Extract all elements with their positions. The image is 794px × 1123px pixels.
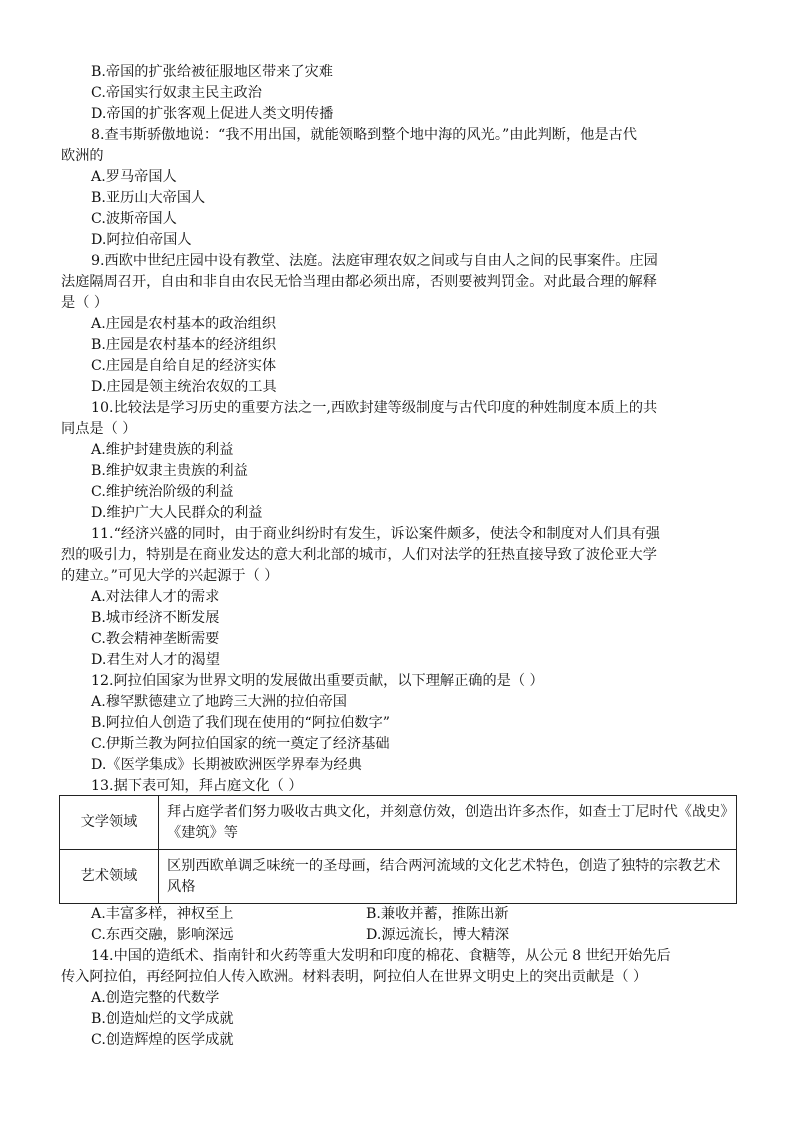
q11-option-b: B.城市经济不断发展 bbox=[91, 610, 220, 626]
q11-option-d: D.君生对人才的渴望 bbox=[91, 652, 220, 668]
q11-option-a: A.对法律人才的需求 bbox=[91, 589, 220, 605]
table-cell-label: 文学领域 bbox=[60, 796, 159, 850]
table-row bbox=[60, 850, 737, 904]
q10-option-d: D.维护广大人民群众的利益 bbox=[91, 505, 263, 521]
q13-option-c: C.东西交融，影响深远 bbox=[91, 927, 234, 943]
q12-stem-line1: 12.阿拉伯国家为世界文明的发展做出重要贡献，以下理解正确的是（ ） bbox=[91, 673, 544, 689]
q14-option-c: C.创造辉煌的医学成就 bbox=[91, 1032, 234, 1048]
q10-stem-line2: 同点是（ ） bbox=[61, 421, 137, 437]
q13-stem-line1: 13.据下表可知，拜占庭文化（ ） bbox=[91, 778, 303, 794]
q8-option-a: A.罗马帝国人 bbox=[91, 169, 177, 185]
q8-option-d: D.阿拉伯帝国人 bbox=[91, 232, 192, 248]
q7-option-b: B.帝国的扩张给被征服地区带来了灾难 bbox=[91, 64, 333, 80]
q11-stem-line2: 烈的吸引力，特别是在商业发达的意大利北部的城市，人们对法学的狂热直接导致了波伦亚大学 bbox=[61, 547, 657, 563]
q14-stem-line2: 传入阿拉伯，再经阿拉伯人传入欧洲。材料表明，阿拉伯人在世界文明史上的突出贡献是（ ） bbox=[61, 969, 648, 985]
q7-option-d: D.帝国的扩张客观上促进人类文明传播 bbox=[91, 106, 334, 122]
q14-stem-line1: 14.中国的造纸术、指南针和火药等重大发明和印度的棉花、食糖等，从公元 8 世纪开始先后 bbox=[91, 948, 671, 964]
q9-stem-line1: 9.西欧中世纪庄园中设有教堂、法庭。法庭审理农奴之间或与自由人之间的民事案件。庄园 bbox=[91, 253, 658, 269]
q9-stem-line2: 法庭隔周召开，自由和非自由农民无恰当理由都必须出席，否则要被判罚金。对此最合理的解释 bbox=[61, 274, 657, 290]
q10-option-a: A.维护封建贵族的利益 bbox=[91, 442, 234, 458]
q9-option-a: A.庄园是农村基本的政治组织 bbox=[91, 316, 277, 332]
table-cell-text: 拜占庭学者们努力吸收古典文化，并刻意仿效，创造出许多杰作，如查士丁尼时代《战史》《建筑》等 bbox=[159, 796, 737, 850]
q9-stem-line3: 是（ ） bbox=[61, 295, 109, 311]
q10-option-b: B.维护奴隶主贵族的利益 bbox=[91, 463, 248, 479]
q13-table bbox=[59, 795, 737, 904]
q8-stem-line2: 欧洲的 bbox=[61, 148, 104, 164]
q12-option-c: C.伊斯兰教为阿拉伯国家的统一奠定了经济基础 bbox=[91, 736, 390, 752]
q13-option-b: B.兼收并蓄，推陈出新 bbox=[366, 906, 509, 922]
q8-option-b: B.亚历山大帝国人 bbox=[91, 190, 206, 206]
table-row bbox=[60, 796, 737, 850]
q12-option-a: A.穆罕默德建立了地跨三大洲的拉伯帝国 bbox=[91, 694, 347, 710]
q13-option-a: A.丰富多样，神权至上 bbox=[91, 906, 234, 922]
table-cell-label: 艺术领域 bbox=[60, 850, 159, 904]
q12-option-b: B.阿拉伯人创造了我们现在使用的“阿拉伯数字” bbox=[91, 715, 391, 731]
q14-option-a: A.创造完整的代数学 bbox=[91, 990, 220, 1006]
q7-option-c: C.帝国实行奴隶主民主政治 bbox=[91, 85, 262, 101]
q10-stem-line1: 10.比较法是学习历史的重要方法之一,西欧封建等级制度与古代印度的种姓制度本质上的共 bbox=[91, 400, 658, 416]
q10-option-c: C.维护统治阶级的利益 bbox=[91, 484, 234, 500]
q9-option-b: B.庄园是农村基本的经济组织 bbox=[91, 337, 277, 353]
q14-option-b: B.创造灿烂的文学成就 bbox=[91, 1011, 234, 1027]
q11-stem-line3: 的建立。”可见大学的兴起源于（ ） bbox=[61, 568, 279, 584]
q9-option-c: C.庄园是自给自足的经济实体 bbox=[91, 358, 277, 374]
q8-option-c: C.波斯帝国人 bbox=[91, 211, 177, 227]
q11-stem-line1: 11.“经济兴盛的同时，由于商业纠纷时有发生，诉讼案件颇多，使法令和制度对人们具有强 bbox=[91, 526, 660, 542]
q8-stem-line1: 8.查韦斯骄傲地说：“我不用出国，就能领略到整个地中海的风光。”由此判断，他是古代 bbox=[91, 127, 637, 143]
q9-option-d: D.庄园是领主统治农奴的工具 bbox=[91, 379, 277, 395]
q12-option-d: D.《医学集成》长期被欧洲医学界奉为经典 bbox=[91, 757, 362, 773]
table-cell-text: 区别西欧单调乏味统一的圣母画，结合两河流域的文化艺术特色，创造了独特的宗教艺术风格 bbox=[159, 850, 737, 904]
q13-option-d: D.源远流长，博大精深 bbox=[366, 927, 510, 943]
q11-option-c: C.教会精神垄断需要 bbox=[91, 631, 220, 647]
